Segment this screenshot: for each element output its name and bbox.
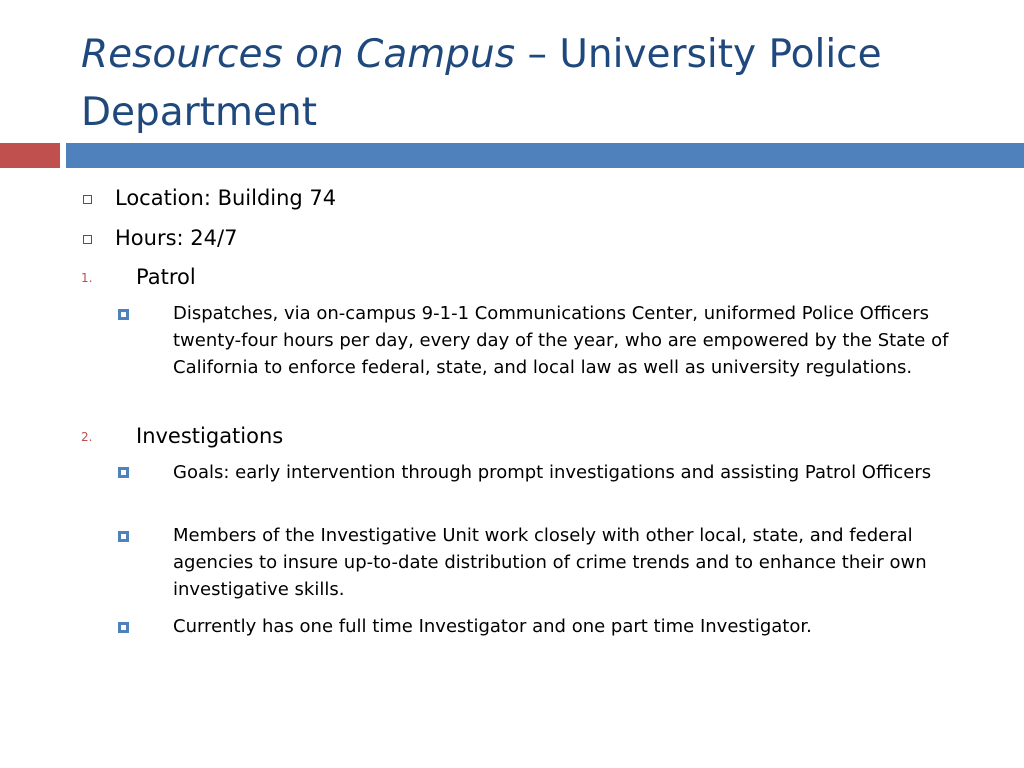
title-rest: – University Police Department (81, 32, 882, 135)
title-italic: Resources on Campus (81, 32, 516, 77)
list-number-2: 2. (81, 430, 93, 444)
heading-patrol: Patrol (136, 265, 196, 289)
square-bullet-icon (118, 309, 129, 320)
accent-bar-red (0, 143, 60, 168)
hollow-square-bullet-icon (83, 195, 92, 204)
square-bullet-icon (118, 467, 129, 478)
investigations-goals-text: Goals: early intervention through prompt investigations and assisting Patrol Officers (173, 462, 932, 483)
patrol-dispatch-text: Dispatches, via on-campus 9-1-1 Communications Center, uniformed Police Officers twenty-four hours per day, every day of the year, who are empowered by the State of California to enforce federal, state, and local law as well as university regulations. (173, 303, 949, 378)
hollow-square-bullet-icon (83, 235, 92, 244)
investigations-currently-text: Currently has one full time Investigator and one part time Investigator. (173, 616, 812, 637)
square-bullet-icon (118, 622, 129, 633)
list-number-1: 1. (81, 271, 93, 285)
heading-investigations: Investigations (136, 424, 284, 448)
slide-title (81, 26, 1011, 142)
square-bullet-icon (118, 531, 129, 542)
accent-bar-blue (66, 143, 1024, 168)
bullet-location: Location: Building 74 (115, 186, 337, 210)
bullet-hours: Hours: 24/7 (115, 226, 238, 250)
investigations-members-text: Members of the Investigative Unit work closely with other local, state, and federal agencies to insure up-to-date distribution of crime trends and to enhance their own investigative skills. (173, 525, 927, 600)
